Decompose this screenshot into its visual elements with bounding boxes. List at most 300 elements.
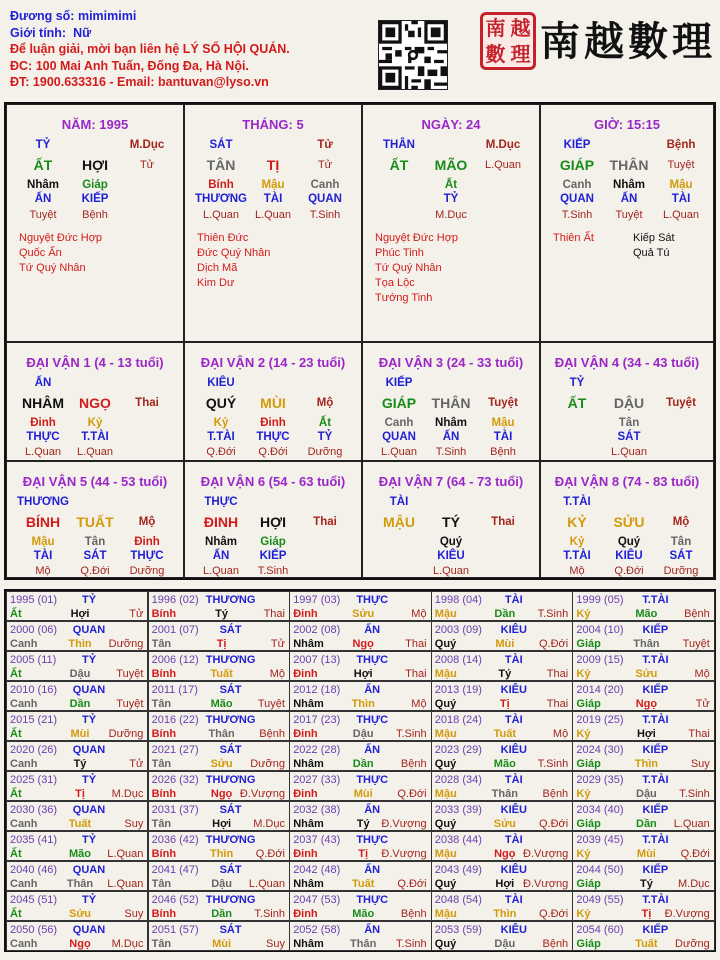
hidden-stem: Canh xyxy=(562,179,592,191)
hidden-stem: Nhâm xyxy=(435,417,467,429)
year-label: 2036 (42) xyxy=(151,834,199,846)
year-phase: Bệnh xyxy=(400,908,427,920)
year-cell xyxy=(148,801,290,831)
year-phase: Q.Đới xyxy=(397,788,427,800)
year-label: 2020 (26) xyxy=(10,744,58,756)
year-branch: Dậu xyxy=(636,788,657,800)
year-phase: Đ.Vượng xyxy=(664,908,710,920)
hidden-star: SÁT xyxy=(617,431,641,443)
year-cell xyxy=(289,591,431,621)
year-cell xyxy=(6,891,148,921)
hidden-star: THỰC xyxy=(26,431,60,443)
note-item: Nguyệt Đức Hợp xyxy=(19,232,103,244)
year-cell xyxy=(148,831,290,861)
year-stem: Kỷ xyxy=(576,608,591,620)
hidden-phase: L.Quan xyxy=(662,209,700,221)
hidden-phase: L.Quan xyxy=(202,209,240,221)
year-label: 2041 (47) xyxy=(151,864,199,876)
year-label: 2021 (27) xyxy=(151,744,199,756)
hidden-phase: Q.Đới xyxy=(80,565,110,577)
hidden-star: THỰC xyxy=(256,431,290,443)
year-stem: Nhâm xyxy=(293,938,324,950)
year-star: T.TÀI xyxy=(642,654,669,666)
year-label: 2035 (41) xyxy=(10,834,58,846)
address-line: ĐC: 100 Mai Anh Tuấn, Đống Đa, Hà Nội. xyxy=(10,58,249,73)
hidden-phase: Dưỡng xyxy=(129,565,165,577)
note-item: Thiên Đức xyxy=(197,232,249,244)
year-stem: Mậu xyxy=(434,908,457,920)
year-phase: Đ.Vượng xyxy=(381,848,427,860)
year-phase: Tử xyxy=(129,758,144,770)
year-stem: Mậu xyxy=(434,608,457,620)
year-stem: Canh xyxy=(10,758,38,770)
year-stem: Nhâm xyxy=(293,758,324,770)
year-phase: T.Sinh xyxy=(537,758,569,770)
dai-van-stem: GIÁP xyxy=(381,395,417,411)
year-label: 2047 (53) xyxy=(293,894,341,906)
year-label: 2029 (35) xyxy=(576,774,624,786)
year-stem: Đinh xyxy=(293,728,318,740)
year-label: 2012 (18) xyxy=(293,684,341,696)
year-star: QUAN xyxy=(72,864,106,876)
dai-van-stem: NHÂM xyxy=(22,395,64,411)
year-branch: Mão xyxy=(69,848,91,860)
pillar-notes xyxy=(375,231,458,306)
year-branch: Thân xyxy=(208,728,235,740)
pillar-phase: Tử xyxy=(139,159,155,171)
pillar-stem: ẤT xyxy=(389,157,409,173)
year-stem: Tân xyxy=(151,938,172,950)
year-cell xyxy=(431,831,573,861)
phone-email-line: ĐT: 1900.633316 - Email: bantuvan@lyso.vn xyxy=(10,75,269,89)
year-star: SÁT xyxy=(219,924,242,936)
hidden-star: ẤN xyxy=(34,193,52,205)
year-star: QUAN xyxy=(72,744,106,756)
year-star: QUAN xyxy=(72,624,106,636)
dai-van-star: T.TÀI xyxy=(563,496,591,508)
hidden-star: TỶ xyxy=(317,431,333,443)
hidden-star: SÁT xyxy=(669,550,693,562)
year-phase: T.Sinh xyxy=(537,608,569,620)
year-branch: Thân xyxy=(491,788,518,800)
note-item: Tướng Tinh xyxy=(375,292,433,304)
year-phase: M.Dục xyxy=(111,788,144,800)
year-star: ẤN xyxy=(364,744,381,756)
hidden-stem: Quý xyxy=(617,536,641,548)
hidden-star: ẤN xyxy=(442,431,460,443)
year-label: 2003 (09) xyxy=(434,624,482,636)
year-label: 1999 (05) xyxy=(576,594,624,606)
dai-van-3 xyxy=(362,342,540,461)
note-item: Thiên Ất xyxy=(553,232,594,244)
year-label: 2026 (32) xyxy=(151,774,199,786)
year-phase: Q.Đới xyxy=(680,848,710,860)
hidden-phase: T.Sinh xyxy=(561,209,593,221)
year-branch: Mão xyxy=(210,698,233,710)
year-phase: Đ.Vượng xyxy=(523,848,569,860)
year-branch: Hợi xyxy=(212,818,232,830)
year-stem: Ất xyxy=(10,908,22,920)
year-cell xyxy=(148,591,290,621)
year-branch: Thìn xyxy=(351,698,375,710)
dai-van-stem: ĐINH xyxy=(203,514,239,530)
year-phase: Tuyệt xyxy=(116,698,144,710)
year-phase: Tuyệt xyxy=(682,638,710,650)
pillar-branch: HỢI xyxy=(82,157,108,173)
dai-van-title: ĐẠI VẬN 7 (64 - 73 tuổi) xyxy=(378,474,524,489)
year-cell xyxy=(148,741,290,771)
year-branch: Dần xyxy=(494,608,516,620)
seal-char: 理 xyxy=(510,42,531,66)
year-cell xyxy=(431,711,573,741)
hidden-phase: Dưỡng xyxy=(307,446,343,458)
year-phase: Đ.Vượng xyxy=(381,818,427,830)
year-cell xyxy=(431,591,573,621)
year-phase: Bệnh xyxy=(259,728,285,740)
year-branch: Sửu xyxy=(210,758,233,770)
year-cell xyxy=(289,741,431,771)
year-branch: Thìn xyxy=(493,908,517,920)
year-stem: Kỷ xyxy=(576,668,591,680)
year-branch: Mùi xyxy=(70,728,90,740)
hidden-phase: T.Sinh xyxy=(435,446,467,458)
dai-van-phase: Thai xyxy=(313,516,337,528)
pillar-month xyxy=(184,104,362,342)
pillar-top-phase: M.Dục xyxy=(485,139,521,151)
year-phase: Suy xyxy=(690,758,710,770)
year-stem: Quý xyxy=(434,938,457,950)
year-phase: L.Quan xyxy=(107,878,144,890)
dai-van-star: TÀI xyxy=(389,496,409,508)
seal-char: 越 xyxy=(510,16,531,40)
year-cell xyxy=(289,771,431,801)
hidden-stem: Bính xyxy=(208,179,234,191)
gender-value: Nữ xyxy=(73,25,92,40)
year-star: ẤN xyxy=(364,864,381,876)
hidden-star: QUAN xyxy=(382,431,416,443)
year-branch: Mùi xyxy=(353,788,373,800)
year-star: THƯƠNG xyxy=(205,834,256,846)
year-stem: Tân xyxy=(151,818,172,830)
dai-van-phase: Thai xyxy=(491,516,515,528)
year-label: 2045 (51) xyxy=(10,894,58,906)
year-branch: Tý xyxy=(498,668,512,680)
year-stem: Nhâm xyxy=(293,878,324,890)
year-branch: Dần xyxy=(636,818,657,830)
dai-van-star: THƯƠNG xyxy=(17,496,69,508)
year-cell xyxy=(289,801,431,831)
dai-van-8 xyxy=(540,461,714,578)
year-star: THỰC xyxy=(356,774,389,786)
hidden-star: QUAN xyxy=(308,193,342,205)
year-stem: Kỷ xyxy=(576,788,591,800)
year-phase: Bệnh xyxy=(542,788,569,800)
year-stem: Canh xyxy=(10,698,38,710)
year-branch: Mão xyxy=(493,758,516,770)
year-phase: Mộ xyxy=(694,668,710,680)
pillar-phase: Tử xyxy=(317,159,333,171)
year-star: QUAN xyxy=(72,804,106,816)
year-phase: Thai xyxy=(405,638,427,650)
year-cell xyxy=(572,771,714,801)
year-branch: Tị xyxy=(641,908,652,920)
year-star: TÀI xyxy=(504,894,523,906)
hidden-phase: L.Quan xyxy=(76,446,114,458)
year-branch: Ngọ xyxy=(635,698,658,710)
year-branch: Ngọ xyxy=(494,848,516,860)
year-stem: Canh xyxy=(10,938,38,950)
hidden-stem: Đinh xyxy=(134,536,160,548)
dai-van-stem: QUÝ xyxy=(205,395,237,411)
year-cell xyxy=(6,681,148,711)
year-phase: Mộ xyxy=(411,608,427,620)
year-label: 2031 (37) xyxy=(151,804,199,816)
year-stem: Quý xyxy=(434,818,457,830)
year-label: 2030 (36) xyxy=(10,804,58,816)
pillar-top-star: SÁT xyxy=(209,139,233,151)
year-cell xyxy=(148,651,290,681)
year-star: TỶ xyxy=(81,894,97,906)
year-stem: Bính xyxy=(151,728,177,740)
year-phase: Thai xyxy=(405,668,427,680)
hidden-stem: Ất xyxy=(444,179,458,191)
qr-code-icon xyxy=(378,20,448,90)
year-cell xyxy=(148,921,290,951)
hidden-phase: M.Dục xyxy=(435,209,467,221)
year-cell xyxy=(572,741,714,771)
dai-van-branch: TUẤT xyxy=(76,514,114,530)
dai-van-branch: NGỌ xyxy=(79,395,111,411)
year-star: THỰC xyxy=(356,834,389,846)
hidden-star: KIÊU xyxy=(615,550,643,562)
year-label: 2033 (39) xyxy=(434,804,482,816)
note-item: Dịch Mã xyxy=(197,262,238,274)
year-label: 2040 (46) xyxy=(10,864,58,876)
hidden-stem: Mậu xyxy=(261,179,285,191)
year-cell xyxy=(289,861,431,891)
hidden-star: TÀI xyxy=(493,431,513,443)
hidden-stem: Canh xyxy=(310,179,340,191)
year-phase: Tử xyxy=(270,638,285,650)
year-star: TÀI xyxy=(504,834,523,846)
year-label: 2010 (16) xyxy=(10,684,58,696)
dai-van-stem: ẤT xyxy=(567,395,587,411)
hidden-star: KIẾP xyxy=(81,193,109,205)
year-star: KIÊU xyxy=(500,804,527,816)
dai-van-branch: TÝ xyxy=(442,514,460,530)
year-branch: Ngọ xyxy=(210,788,233,800)
hidden-phase: Dưỡng xyxy=(663,565,699,577)
year-cell xyxy=(148,621,290,651)
year-phase: Dưỡng xyxy=(108,728,144,740)
year-stem: Quý xyxy=(434,698,457,710)
year-cell xyxy=(431,621,573,651)
year-star: TÀI xyxy=(504,654,523,666)
dai-van-title: ĐẠI VẬN 5 (44 - 53 tuổi) xyxy=(22,474,168,489)
year-phase: L.Quan xyxy=(248,878,285,890)
hidden-phase: Q.Đới xyxy=(258,446,288,458)
dai-van-star: THỰC xyxy=(204,496,238,508)
hidden-phase: Tuyệt xyxy=(615,209,643,221)
note-item: Quốc Ấn xyxy=(19,247,62,259)
year-branch: Tị xyxy=(499,698,510,710)
year-star: TỶ xyxy=(81,834,97,846)
year-stem: Quý xyxy=(434,758,457,770)
hidden-stem: Đinh xyxy=(260,417,286,429)
year-branch: Thân xyxy=(350,938,377,950)
year-phase: T.Sinh xyxy=(396,938,427,950)
year-label: 2050 (56) xyxy=(10,924,58,936)
year-branch: Mão xyxy=(635,608,658,620)
year-star: SÁT xyxy=(219,804,242,816)
year-stem: Giáp xyxy=(576,938,601,950)
dai-van-phase: Mộ xyxy=(138,516,156,528)
year-branch: Mùi xyxy=(636,848,656,860)
seal-char: 南 xyxy=(485,16,506,40)
year-stem: Mậu xyxy=(434,668,457,680)
year-stem: Kỷ xyxy=(576,848,591,860)
year-cell xyxy=(572,711,714,741)
year-cell xyxy=(572,921,714,951)
year-star: ẤN xyxy=(364,684,381,696)
year-label: 2000 (06) xyxy=(10,624,58,636)
year-cell xyxy=(148,771,290,801)
dai-van-2 xyxy=(184,342,362,461)
year-cell xyxy=(431,741,573,771)
year-phase: Tuyệt xyxy=(257,698,285,710)
year-branch: Hợi xyxy=(636,728,656,740)
year-stem: Ất xyxy=(10,608,22,620)
year-phase: Mộ xyxy=(411,698,427,710)
dai-van-title: ĐẠI VẬN 6 (54 - 63 tuổi) xyxy=(200,474,346,489)
year-cell xyxy=(6,921,148,951)
name-value: mimimimi xyxy=(77,9,137,23)
year-phase: Thai xyxy=(263,608,285,620)
brand-logo: 南越數理 xyxy=(540,18,716,65)
pillar-day xyxy=(362,104,540,342)
year-phase: Đ.Vượng xyxy=(239,788,285,800)
year-star: TỶ xyxy=(81,714,97,726)
year-phase: Đ.Vượng xyxy=(523,878,569,890)
year-star: TỶ xyxy=(81,594,97,606)
year-star: TÀI xyxy=(504,714,523,726)
hidden-star: TÀI xyxy=(671,193,691,205)
hidden-stem: Kỷ xyxy=(569,536,585,548)
note-item: Tọa Lộc xyxy=(375,277,415,289)
pillar-notes xyxy=(197,231,270,291)
year-stem: Tân xyxy=(151,758,172,770)
year-stem: Ất xyxy=(10,788,22,800)
brand-seal xyxy=(480,12,536,70)
note-item: Kim Dư xyxy=(197,277,235,289)
year-stem: Ất xyxy=(10,728,22,740)
year-label: 2025 (31) xyxy=(10,774,58,786)
year-label: 2007 (13) xyxy=(293,654,341,666)
year-stem: Canh xyxy=(10,818,38,830)
year-star: THỰC xyxy=(356,654,389,666)
year-star: THƯƠNG xyxy=(205,714,256,726)
year-label: 2044 (50) xyxy=(576,864,624,876)
hidden-stem: Tân xyxy=(84,536,106,548)
pillar-hour xyxy=(540,104,714,342)
year-phase: Tuyệt xyxy=(116,668,144,680)
dai-van-phase: Tuyệt xyxy=(488,397,518,409)
hidden-star: KIÊU xyxy=(437,550,465,562)
year-cell xyxy=(431,651,573,681)
year-label: 2042 (48) xyxy=(293,864,341,876)
year-phase: T.Sinh xyxy=(396,728,427,740)
year-star: KIẾP xyxy=(642,624,669,636)
year-cell xyxy=(6,591,148,621)
hidden-phase: Mộ xyxy=(35,565,51,577)
hidden-star: THỰC xyxy=(130,550,164,562)
year-label: 2034 (40) xyxy=(576,804,624,816)
year-phase: M.Dục xyxy=(111,938,144,950)
year-star: T.TÀI xyxy=(642,594,669,606)
hidden-phase: T.Sinh xyxy=(309,209,341,221)
dai-van-title: ĐẠI VẬN 2 (14 - 23 tuổi) xyxy=(200,355,346,370)
dai-van-branch: THÂN xyxy=(431,395,471,411)
year-cell xyxy=(148,891,290,921)
dai-van-1 xyxy=(6,342,184,461)
seal-char: 數 xyxy=(485,42,506,66)
year-stem: Kỷ xyxy=(576,908,591,920)
year-branch: Tị xyxy=(358,848,369,860)
hidden-star: QUAN xyxy=(560,193,594,205)
year-label: 2054 (60) xyxy=(576,924,624,936)
year-star: QUAN xyxy=(72,684,106,696)
pillar-title: GIỜ: 15:15 xyxy=(593,117,660,132)
year-label: 2002 (08) xyxy=(293,624,341,636)
year-star: TỶ xyxy=(81,774,97,786)
year-label: 2052 (58) xyxy=(293,924,341,936)
year-label: 2015 (21) xyxy=(10,714,58,726)
pillar-title: NĂM: 1995 xyxy=(61,117,129,132)
year-star: KIẾP xyxy=(642,684,669,696)
pillar-top-star: KIẾP xyxy=(563,139,591,151)
year-star: KIẾP xyxy=(642,864,669,876)
year-star: KIÊU xyxy=(500,684,527,696)
pillar-branch: TỊ xyxy=(266,157,280,173)
hidden-stem: Kỷ xyxy=(87,417,103,429)
hidden-stem: Nhâm xyxy=(205,536,237,548)
year-phase: Suy xyxy=(124,818,144,830)
year-cell xyxy=(572,861,714,891)
year-branch: Ngọ xyxy=(69,938,91,950)
year-branch: Dậu xyxy=(69,668,91,680)
year-stem: Đinh xyxy=(293,608,318,620)
pillar-phase: L.Quan xyxy=(484,159,522,171)
pillar-branch: MÃO xyxy=(434,157,468,173)
hidden-phase: L.Quan xyxy=(202,565,240,577)
year-branch: Tị xyxy=(216,638,227,650)
year-stem: Mậu xyxy=(434,728,457,740)
pillar-title: THÁNG: 5 xyxy=(242,117,304,132)
dai-van-branch: DẬU xyxy=(613,395,645,411)
year-star: T.TÀI xyxy=(642,714,669,726)
year-cell xyxy=(148,711,290,741)
year-branch: Thìn xyxy=(68,638,92,650)
year-cell xyxy=(148,861,290,891)
pillar-branch: THÂN xyxy=(609,157,649,173)
year-stem: Giáp xyxy=(576,698,601,710)
year-phase: Bệnh xyxy=(542,938,569,950)
pillar-notes-2 xyxy=(633,231,675,261)
pillar-notes xyxy=(553,231,594,246)
year-phase: L.Quan xyxy=(107,848,144,860)
year-phase: Dưỡng xyxy=(675,938,710,950)
year-label: 2022 (28) xyxy=(293,744,341,756)
